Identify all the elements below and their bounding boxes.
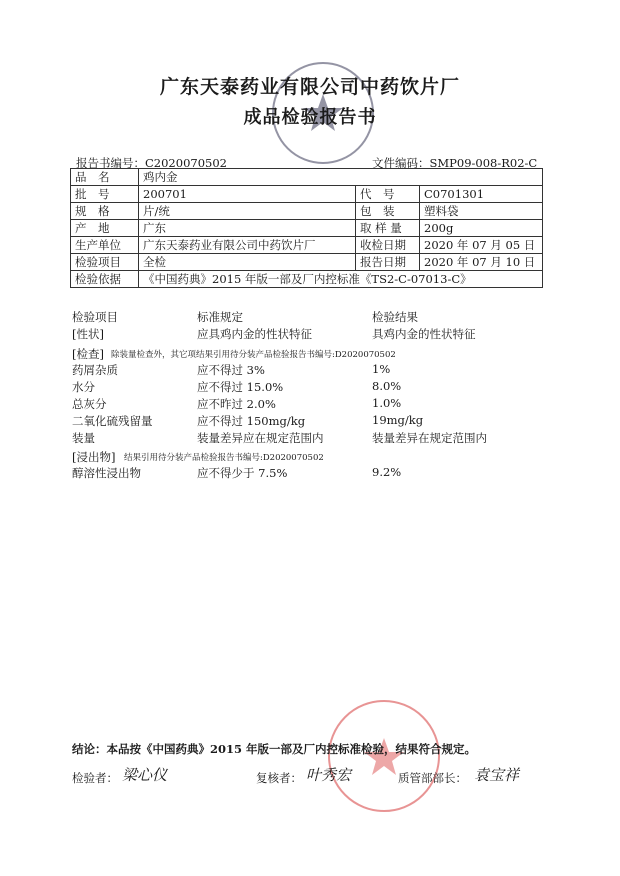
info-table [70,168,543,288]
report-title: 成品检验报告书 [243,107,377,128]
inspector-signature: 梁心仪 [122,766,168,784]
result-row-ethanol: 醇溶性浸出物 应不得少于 7.5% 9.2% [72,465,402,480]
reviewer-signature: 叶秀宏 [306,766,352,784]
origin-value: 广东 [139,220,356,237]
sample-qty-label: 取 样 量 [356,220,420,237]
product-name: 鸡内金 [139,169,543,186]
company-title: 广东天泰药业有限公司中药饮片厂 [159,76,460,98]
conclusion: 结论：本品按《中国药典》2015 年版一部及厂内控标准检验，结果符合规定。 [72,742,477,756]
code-value: C0701301 [420,186,543,203]
sample-qty-value: 200g [420,220,543,237]
basis-value: 《中国药典》2015 年版一部及厂内控标准《TS2-C-07013-C》 [139,271,543,288]
qa-label: 质管部部长： [398,771,467,785]
manufacturer-label: 生产单位 [71,237,139,254]
spec-value: 片/统 [139,203,356,220]
manufacturer-value: 广东天泰药业有限公司中药饮片厂 [139,237,356,254]
received-date-value: 2020 年 07 月 05 日 [420,237,543,254]
received-date-label: 收检日期 [356,237,420,254]
result-row-fill: 装量 装量差异应在规定范围内 装量差异在规定范围内 [72,431,487,445]
result-row-check: [检查] 除装量检查外，其它项结果引用待分装产品检验报告书编号:D2020070502 [72,347,396,361]
code-label: 代 号 [356,186,420,203]
batch-value: 200701 [139,186,356,203]
report-date-value: 2020 年 07 月 10 日 [420,254,543,271]
reviewer-label: 复核者： [256,771,302,785]
report-date-label: 报告日期 [356,254,420,271]
result-row-impurity: 药屑杂质 应不得过 3% 1% [72,362,391,377]
batch-label: 批 号 [71,186,139,203]
inspection-item-value: 全检 [139,254,356,271]
results-header: 检验项目 标准规定 检验结果 [72,310,418,324]
spec-label: 规 格 [71,203,139,220]
qa-signature: 袁宝祥 [474,766,520,784]
basis-label: 检验依据 [71,271,139,288]
result-row-moisture: 水分 应不得过 15.0% 8.0% [72,379,402,394]
result-row-so2: 二氧化硫残留量 应不得过 150mg/kg 19mg/kg [72,413,424,428]
product-name-label: 品 名 [71,169,139,186]
report-number: 报告书编号：C2020070502 [76,156,227,170]
result-row-extract: [浸出物] 结果引用待分装产品检验报告书编号:D2020070502 [72,450,324,464]
origin-label: 产 地 [71,220,139,237]
file-number: 文件编码：SMP09-008-R02-C [372,156,538,170]
result-row-character: [性状] 应具鸡内金的性状特征 具鸡内金的性状特征 [72,327,476,341]
package-label: 包 装 [356,203,420,220]
package-value: 塑料袋 [420,203,543,220]
result-row-ash: 总灰分 应不昨过 2.0% 1.0% [72,396,402,411]
inspection-item-label: 检验项目 [71,254,139,271]
inspector-label: 检验者： [72,771,118,785]
